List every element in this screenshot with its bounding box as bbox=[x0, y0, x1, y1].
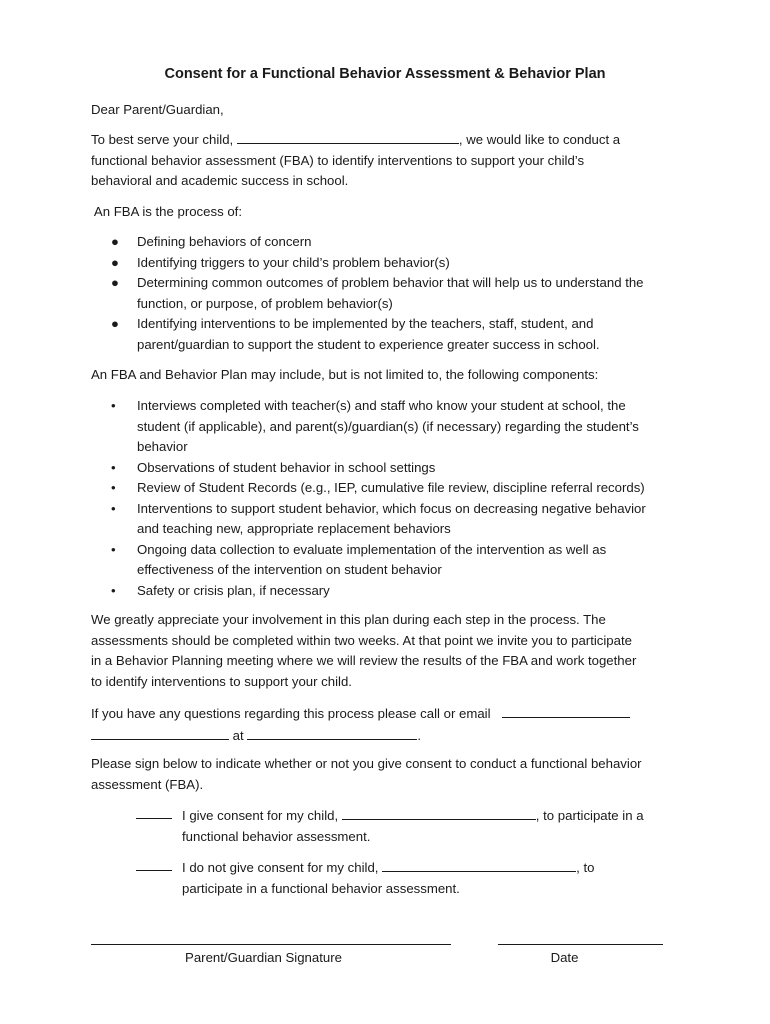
consent-no-option: I do not give consent for my child, , to participate in a functional behavior assessment. bbox=[136, 857, 676, 899]
child-name-blank[interactable] bbox=[237, 129, 459, 144]
list-item: ● Identifying triggers to your child’s problem behavior(s) bbox=[91, 253, 683, 274]
bullet-icon: • bbox=[111, 541, 116, 557]
consent-no-child-blank[interactable] bbox=[382, 857, 576, 872]
consent-no-initial-blank[interactable] bbox=[136, 870, 172, 871]
appreciation-paragraph: We greatly appreciate your involvement in this plan during each step in the process. The assessments should be completed within two weeks. At that point we invite you to participate in a Behavior Planning meeting where we will review the results of the FBA and work together to identify interventions to support your child. bbox=[91, 612, 637, 689]
contact-name-blank[interactable] bbox=[91, 725, 229, 740]
contact-email-blank[interactable] bbox=[502, 703, 630, 718]
sign-instructions: Please sign below to indicate whether or not you give consent to conduct a functional behavior assessment (FBA). bbox=[91, 756, 642, 792]
list-item: • Interventions to support student behavior, which focus on decreasing negative behavior and teaching new, appropriate replacement behaviors bbox=[111, 500, 646, 536]
signature-line[interactable] bbox=[91, 944, 451, 945]
bullet-icon: • bbox=[111, 459, 116, 475]
consent-yes-option: I give consent for my child, , to participate in a functional behavior assessment. bbox=[136, 805, 676, 847]
bullet-icon: • bbox=[111, 582, 116, 598]
salutation: Dear Parent/Guardian, bbox=[91, 102, 224, 117]
date-label: Date bbox=[550, 950, 579, 965]
date-line[interactable] bbox=[498, 944, 663, 945]
list-item: • Observations of student behavior in school settings bbox=[91, 458, 683, 479]
list-item: • Interviews completed with teacher(s) and staff who know your student at school, the student (if applicable), and parent(s)/guardian(s) (if necessary) regarding the student’s behavior bbox=[111, 398, 639, 454]
components-intro: An FBA and Behavior Plan may include, but is not limited to, the following components: bbox=[91, 367, 599, 382]
list-item: ● Defining behaviors of concern bbox=[91, 232, 683, 253]
list-item: • Safety or crisis plan, if necessary bbox=[91, 581, 683, 602]
bullet-icon: • bbox=[111, 480, 116, 495]
list-item: • Ongoing data collection to evaluate implementation of the intervention as well as effectiveness of the intervention on student behavior bbox=[111, 541, 607, 577]
bullet-icon: ● bbox=[111, 254, 119, 270]
intro-paragraph: To best serve your child, , we would like to conduct a functional behavior assessment (FBA) to identify interventions to support your child’s behavioral and academic success in school. bbox=[91, 129, 683, 192]
consent-yes-initial-blank[interactable] bbox=[136, 818, 172, 819]
components-list bbox=[91, 396, 683, 601]
bullet-icon: ● bbox=[111, 275, 119, 290]
consent-yes-child-blank[interactable] bbox=[342, 805, 536, 820]
bullet-icon: ● bbox=[111, 234, 119, 249]
fba-process-list bbox=[91, 232, 683, 355]
document-title: Consent for a Functional Behavior Assessment & Behavior Plan bbox=[164, 66, 606, 82]
list-item: ● Determining common outcomes of problem behavior that will help us to understand the function, or purpose, of problem behavior(s) bbox=[111, 275, 644, 311]
contact-phone-blank[interactable] bbox=[247, 725, 417, 740]
questions-paragraph: If you have any questions regarding this process please call or email at . bbox=[91, 703, 683, 746]
bullet-icon: ● bbox=[111, 316, 119, 331]
fba-process-intro: An FBA is the process of: bbox=[91, 204, 242, 219]
bullet-icon: • bbox=[111, 500, 116, 516]
list-item: • Review of Student Records (e.g., IEP, cumulative file review, discipline referral records) bbox=[91, 478, 683, 499]
list-item: ● Identifying interventions to be implemented by the teachers, staff, student, and parent/guardian to support the student to experience greater success in school. bbox=[111, 316, 600, 352]
signature-label: Parent/Guardian Signature bbox=[185, 950, 342, 965]
bullet-icon: • bbox=[111, 398, 116, 413]
